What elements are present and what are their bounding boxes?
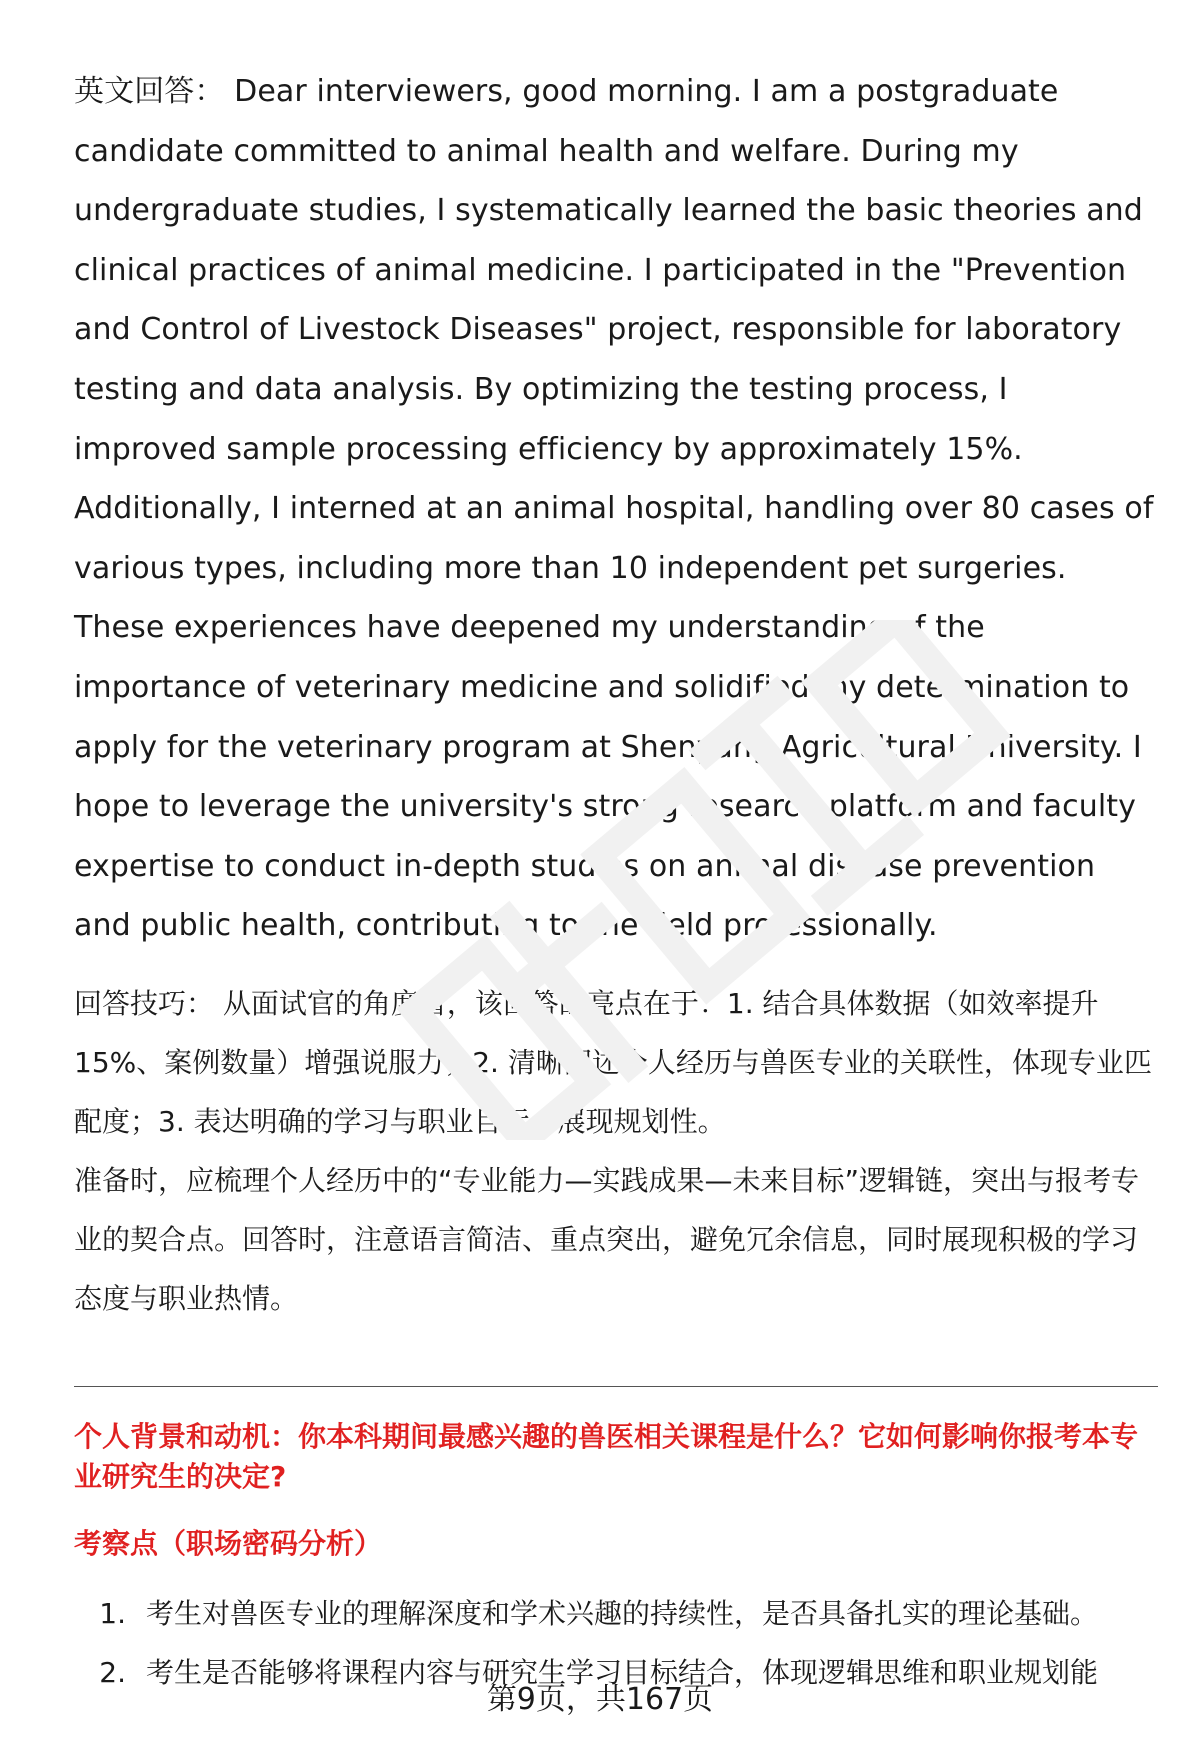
english-answer-paragraph	[74, 62, 1158, 956]
list-item-text: 考生是否能够将课程内容与研究生学习目标结合，体现逻辑思维和职业规划能	[146, 1655, 1099, 1689]
answer-tips-label: 回答技巧：	[74, 986, 215, 1020]
document-page	[74, 62, 1158, 1702]
section-divider	[74, 1386, 1158, 1387]
answer-tips-paragraph	[74, 974, 1158, 1151]
list-item-text: 考生对兽医专业的理解深度和学术兴趣的持续性，是否具备扎实的理论基础。	[146, 1596, 1099, 1630]
english-answer-text: Dear interviewers, good morning. I am a postgraduate candidate committed to animal health and welfare. During my undergraduate studies, I systematically learned the basic theories and clinical practices of animal medicine. I participated in the "Prevention and Control of Livestock Diseases" project, responsible for laboratory testing and data analysis. By optimizing the testing process, I improved sample processing efficiency by approximately 15%. Additionally, I interned at an animal hospital, handling over 80 cases of various types, including more than 10 independent pet surgeries. These experiences have deepened my understanding of the importance of veterinary medicine and solidified my determination to apply for the veterinary program at Shenyang Agricultural University. I hope to leverage the university's strong research platform and faculty expertise to conduct in-depth studies on animal disease prevention and public health, contributing to the field professionally.	[74, 74, 1154, 944]
analysis-heading: 考察点（职场密码分析）	[74, 1526, 383, 1560]
list-item	[74, 1584, 1158, 1643]
list-item-number: 2.	[99, 1655, 126, 1689]
list-item-number: 1.	[99, 1596, 126, 1630]
english-answer-label: 英文回答：	[74, 74, 225, 109]
preparation-tips-paragraph: 准备时，应梳理个人经历中的“专业能力—实践成果—未来目标”逻辑链，突出与报考专业的契合点。回答时，注意语言简洁、重点突出，避免冗余信息，同时展现积极的学习态度与职业热情。	[74, 1163, 1140, 1315]
question-heading: 个人背景和动机：你本科期间最感兴趣的兽医相关课程是什么？它如何影响你报考本专业研究生的决定?	[74, 1419, 1139, 1493]
page-number-footer: 第9页，共167页	[486, 1682, 714, 1717]
answer-tips-text: 从面试官的角度看，该回答的亮点在于：1. 结合具体数据（如效率提升15%、案例数量）增强说服力；2. 清晰阐述个人经历与兽医专业的关联性，体现专业匹配度；3. 表达明确的学习与职业目标，展现规划性。	[74, 986, 1152, 1138]
